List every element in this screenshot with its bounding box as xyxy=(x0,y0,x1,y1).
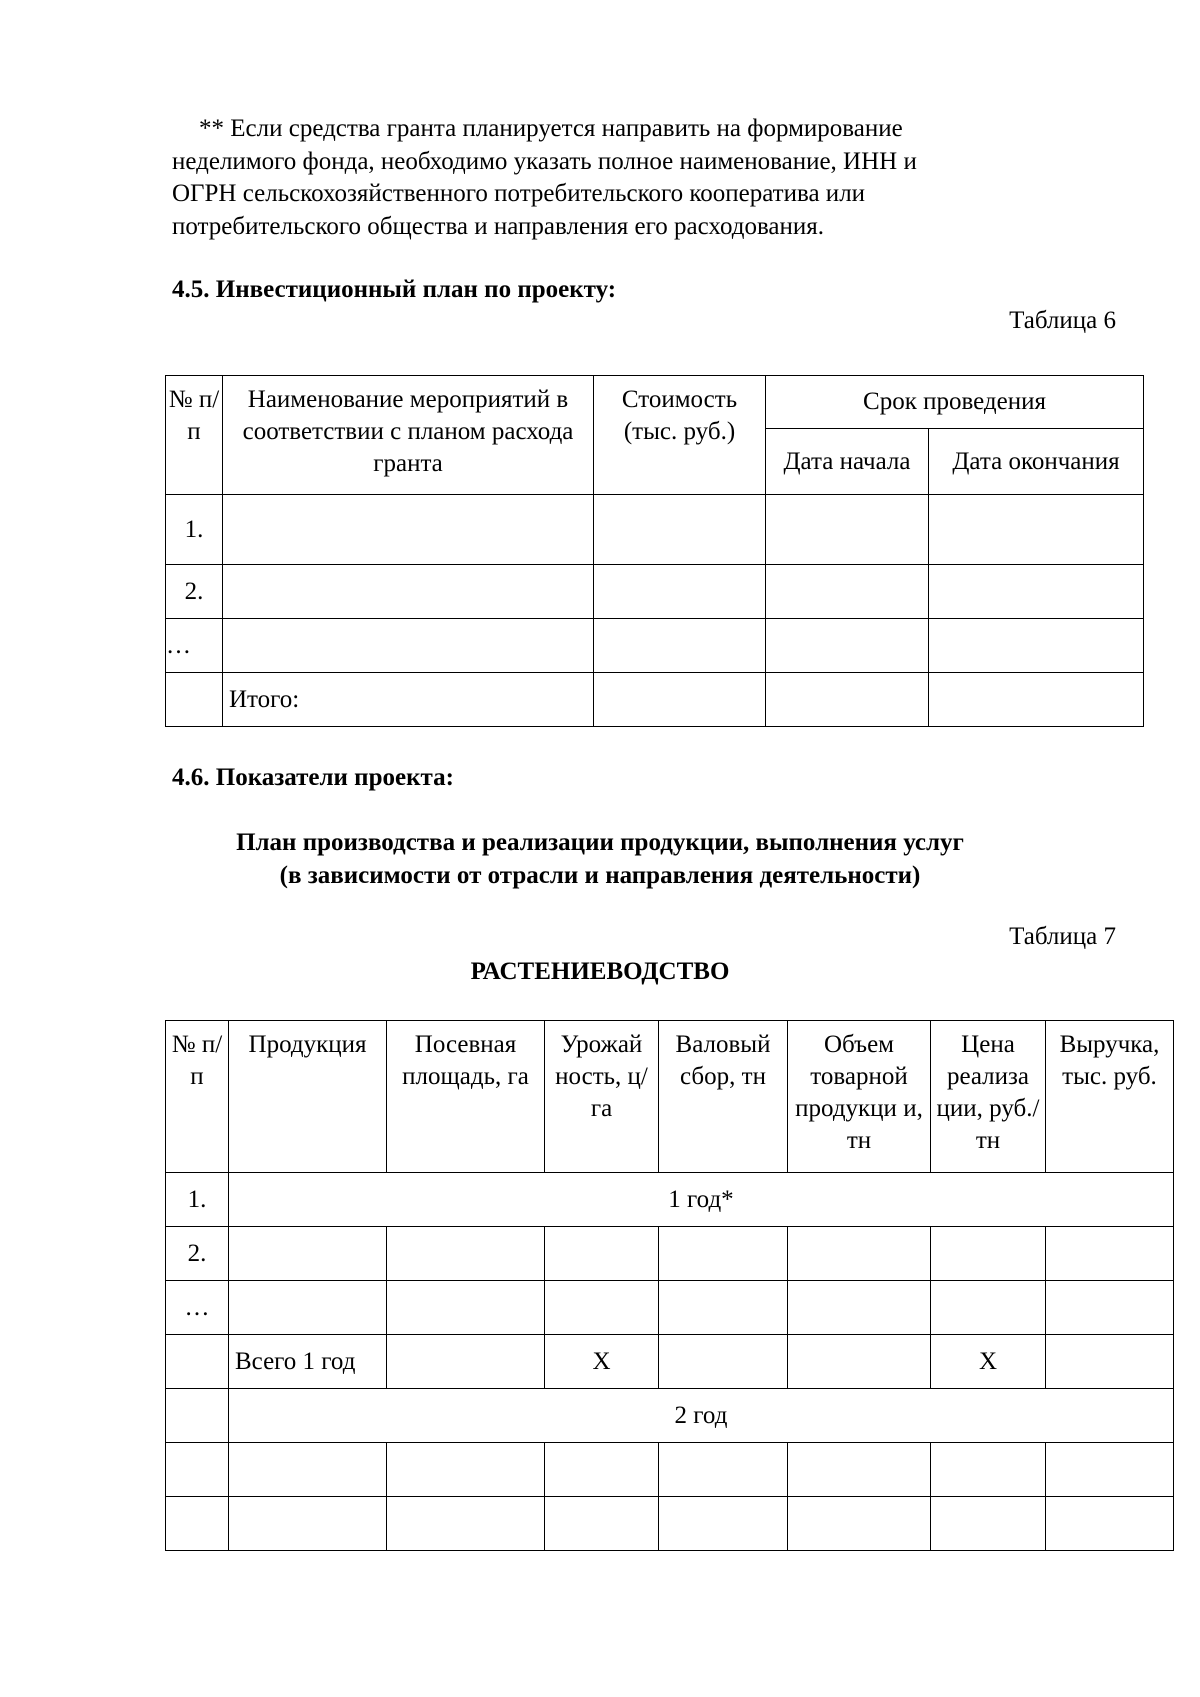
empty-cell xyxy=(1046,1443,1174,1497)
empty-cell xyxy=(387,1281,545,1335)
empty-cell xyxy=(931,1443,1046,1497)
row-number: 1. xyxy=(166,1173,229,1227)
empty-cell xyxy=(788,1497,931,1551)
header-end-date: Дата окончания xyxy=(929,429,1144,495)
empty-cell xyxy=(387,1335,545,1389)
table-row xyxy=(166,1497,1174,1551)
empty-cell xyxy=(766,495,929,565)
empty-cell xyxy=(387,1227,545,1281)
header-commodity-volume: Объем товарной продукци и, тн xyxy=(788,1021,931,1173)
empty-cell xyxy=(166,1443,229,1497)
empty-cell xyxy=(929,495,1144,565)
header-revenue: Выручка, тыс. руб. xyxy=(1046,1021,1174,1173)
empty-cell xyxy=(223,619,594,673)
empty-cell xyxy=(223,565,594,619)
empty-cell xyxy=(659,1497,788,1551)
empty-cell xyxy=(659,1227,788,1281)
empty-cell xyxy=(659,1281,788,1335)
row-number: 2. xyxy=(166,565,223,619)
empty-cell xyxy=(229,1281,387,1335)
header-sale-price: Цена реализа ции, руб./тн xyxy=(931,1021,1046,1173)
empty-cell xyxy=(594,673,766,727)
footnote-line-1: ** Если средства гранта планируется направить на формирование xyxy=(199,115,903,142)
header-gross-harvest: Валовый сбор, тн xyxy=(659,1021,788,1173)
empty-cell xyxy=(931,1497,1046,1551)
empty-cell xyxy=(545,1497,659,1551)
empty-cell xyxy=(659,1335,788,1389)
section-4-6-title: 4.6. Показатели проекта: xyxy=(172,764,454,791)
row-number: … xyxy=(166,1281,229,1335)
investment-plan-table xyxy=(165,375,1144,727)
empty-cell xyxy=(931,1281,1046,1335)
plan-title-line-1: План производства и реализации продукции, выполнения услуг xyxy=(236,829,964,856)
empty-cell xyxy=(1046,1281,1174,1335)
year-1-total-label: Всего 1 год xyxy=(229,1335,387,1389)
empty-cell xyxy=(788,1281,931,1335)
header-term: Срок проведения xyxy=(766,376,1144,429)
empty-cell xyxy=(229,1497,387,1551)
empty-cell xyxy=(166,673,223,727)
row-number: 2. xyxy=(166,1227,229,1281)
x-mark: X xyxy=(931,1335,1046,1389)
empty-cell xyxy=(229,1443,387,1497)
empty-cell xyxy=(166,1497,229,1551)
year-2-label: 2 год xyxy=(229,1389,1174,1443)
header-yield: Урожай ность, ц/га xyxy=(545,1021,659,1173)
footnote-line-3: ОГРН сельскохозяйственного потребительского кооператива или xyxy=(172,180,866,207)
footnote-line-4: потребительского общества и направления его расходования. xyxy=(172,212,825,240)
crop-production-heading: РАСТЕНИЕВОДСТВО xyxy=(470,958,730,985)
empty-cell xyxy=(788,1443,931,1497)
x-mark: X xyxy=(545,1335,659,1389)
empty-cell xyxy=(788,1335,931,1389)
header-event-name: Наименование мероприятий в соответствии с планом расхода гранта xyxy=(223,376,594,495)
empty-cell xyxy=(766,619,929,673)
header-cost: Стоимость (тыс. руб.) xyxy=(594,376,766,495)
year-1-total-row xyxy=(166,1335,1174,1389)
section-4-5-title: 4.5. Инвестиционный план по проекту: xyxy=(172,276,617,303)
total-row xyxy=(166,673,1144,727)
year-1-label: 1 год* xyxy=(229,1173,1174,1227)
empty-cell xyxy=(166,1389,229,1443)
footnote-paragraph xyxy=(172,113,1116,243)
header-no: № п/п xyxy=(166,1021,229,1173)
empty-cell xyxy=(545,1281,659,1335)
year-1-row xyxy=(166,1173,1174,1227)
header-product: Продукция xyxy=(229,1021,387,1173)
table-6-caption: Таблица 6 xyxy=(1009,307,1116,334)
empty-cell xyxy=(766,673,929,727)
header-no: № п/п xyxy=(166,376,223,495)
empty-cell xyxy=(166,1335,229,1389)
row-number: … xyxy=(166,619,223,673)
table-row xyxy=(166,495,1144,565)
empty-cell xyxy=(387,1497,545,1551)
plan-title-line-2: (в зависимости от отрасли и направления деятельности) xyxy=(279,862,921,889)
empty-cell xyxy=(594,619,766,673)
header-start-date: Дата начала xyxy=(766,429,929,495)
header-sown-area: Посевная площадь, га xyxy=(387,1021,545,1173)
empty-cell xyxy=(594,495,766,565)
table-row xyxy=(166,619,1144,673)
empty-cell xyxy=(766,565,929,619)
empty-cell xyxy=(545,1227,659,1281)
production-plan-table xyxy=(165,1020,1174,1551)
empty-cell xyxy=(1046,1497,1174,1551)
footnote-line-2: неделимого фонда, необходимо указать полное наименование, ИНН и xyxy=(172,147,917,175)
table-7-caption: Таблица 7 xyxy=(1009,923,1116,950)
empty-cell xyxy=(387,1443,545,1497)
empty-cell xyxy=(594,565,766,619)
table-row xyxy=(166,1443,1174,1497)
empty-cell xyxy=(1046,1227,1174,1281)
empty-cell xyxy=(929,673,1144,727)
table-row xyxy=(166,1227,1174,1281)
empty-cell xyxy=(1046,1335,1174,1389)
empty-cell xyxy=(659,1443,788,1497)
row-number: 1. xyxy=(166,495,223,565)
empty-cell xyxy=(545,1443,659,1497)
table-row xyxy=(166,565,1144,619)
empty-cell xyxy=(229,1227,387,1281)
empty-cell xyxy=(223,495,594,565)
empty-cell xyxy=(929,619,1144,673)
empty-cell xyxy=(931,1227,1046,1281)
total-label: Итого: xyxy=(223,673,594,727)
empty-cell xyxy=(929,565,1144,619)
year-2-row xyxy=(166,1389,1174,1443)
table-row xyxy=(166,1281,1174,1335)
empty-cell xyxy=(788,1227,931,1281)
